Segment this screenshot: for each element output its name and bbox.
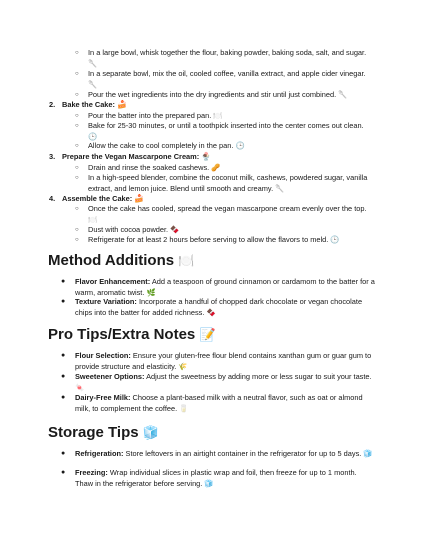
item-label: Sweetener Options: xyxy=(75,372,145,381)
step-title: Prepare the Vegan Mascarpone Cream: xyxy=(62,152,200,161)
bullet-circle: ○ xyxy=(75,165,79,171)
bullet-dot: ● xyxy=(61,450,66,457)
list-item xyxy=(61,393,375,414)
list-item-text: Refrigerate for at least 2 hours before serving to allow the flavors to meld. 🕒 xyxy=(88,235,340,244)
list-item xyxy=(61,449,375,460)
section-heading-text: Storage Tips xyxy=(48,424,139,441)
plate-icon: 🍽️ xyxy=(178,253,195,268)
item-text: Incorporate a handful of chopped dark chocolate or vegan chocolate chips into the batter for added richness. 🍫 xyxy=(75,297,363,317)
item-label: Refrigeration: xyxy=(75,449,124,458)
step-title: Bake the Cake: xyxy=(62,100,115,109)
list-item-text: Bake for 25-30 minutes, or until a toothpick inserted into the center comes out clean. 🕒 xyxy=(88,121,364,141)
list-item-text: Allow the cake to cool completely in the pan. 🕒 xyxy=(88,141,245,150)
bullet-circle: ○ xyxy=(75,123,79,129)
section-heading-text: Pro Tips/Extra Notes xyxy=(48,326,196,343)
bullet-circle: ○ xyxy=(75,206,79,212)
list-item xyxy=(75,90,372,101)
section-heading xyxy=(48,424,159,442)
item-text: Store leftovers in an airtight container in the refrigerator for up to 5 days. 🧊 xyxy=(125,449,373,458)
bullet-circle: ○ xyxy=(75,113,79,119)
list-item xyxy=(75,204,372,225)
item-text: Choose a plant-based milk with a neutral flavor, such as oat or almond milk, to complement the coffee. 🥛 xyxy=(75,393,363,413)
list-item-text: In a separate bowl, mix the oil, cooled coffee, vanilla extract, and apple cider vinegar. 🥄 xyxy=(88,69,366,89)
list-item xyxy=(61,372,375,393)
list-item-text: Once the cake has cooled, spread the vegan mascarpone cream evenly over the top. 🍽️ xyxy=(88,204,367,224)
bullet-circle: ○ xyxy=(75,50,79,56)
bullet-circle: ○ xyxy=(75,227,79,233)
list-item xyxy=(61,277,375,298)
ice-cream-icon: 🍨 xyxy=(201,152,212,161)
list-item xyxy=(75,173,372,194)
bullet-circle: ○ xyxy=(75,237,79,243)
step-number: 3. xyxy=(49,152,56,161)
item-text: Adjust the sweetness by adding more or less sugar to suit your taste. 🍬 xyxy=(75,372,372,392)
ice-cube-icon: 🧊 xyxy=(142,425,159,440)
list-item-text: In a large bowl, whisk together the flour, baking powder, baking soda, salt, and sugar. 🥄 xyxy=(88,48,367,68)
step-number: 4. xyxy=(49,194,56,203)
list-item-text: In a high-speed blender, combine the coconut milk, cashews, powdered sugar, vanilla extract, and lemon juice. Blend until smooth and creamy. 🥄 xyxy=(88,173,368,193)
item-text: Ensure your gluten-free flour blend contains xanthan gum or guar gum to provide structure and elasticity. 🌾 xyxy=(75,351,372,371)
section-heading xyxy=(48,252,194,270)
bullet-circle: ○ xyxy=(75,92,79,98)
list-item xyxy=(75,48,372,69)
item-label: Dairy-Free Milk: xyxy=(75,393,131,402)
step-title: Assemble the Cake: xyxy=(62,194,133,203)
bullet-circle: ○ xyxy=(75,143,79,149)
item-text: Add a teaspoon of ground cinnamon or cardamom to the batter for a warm, aromatic twist. 🌿 xyxy=(75,277,375,297)
step-heading xyxy=(49,100,128,111)
bullet-dot: ● xyxy=(61,394,66,401)
list-item xyxy=(61,351,375,372)
section-heading-text: Method Additions xyxy=(48,252,175,269)
step-heading xyxy=(49,194,145,205)
cake-icon: 🍰 xyxy=(117,100,128,109)
list-item-text: Pour the wet ingredients into the dry ingredients and stir until just combined. 🥄 xyxy=(88,90,348,99)
bullet-dot: ● xyxy=(61,278,66,285)
list-item-text: Drain and rinse the soaked cashews. 🥜 xyxy=(88,163,221,172)
list-item xyxy=(75,235,372,246)
item-label: Texture Variation: xyxy=(75,297,137,306)
list-item xyxy=(61,297,375,318)
bullet-circle: ○ xyxy=(75,175,79,181)
bullet-dot: ● xyxy=(61,352,66,359)
memo-icon: 📝 xyxy=(199,327,216,342)
item-label: Freezing: xyxy=(75,468,108,477)
bullet-dot: ● xyxy=(61,298,66,305)
list-item-text: Dust with cocoa powder. 🍫 xyxy=(88,225,180,234)
step-heading xyxy=(49,152,212,163)
list-item xyxy=(75,141,372,152)
list-item xyxy=(75,69,372,90)
section-heading xyxy=(48,326,216,344)
list-item-text: Pour the batter into the prepared pan. 🍽️ xyxy=(88,111,223,120)
step-number: 2. xyxy=(49,100,56,109)
item-text: Wrap individual slices in plastic wrap and foil, then freeze for up to 1 month. Thaw in the refrigerator before serving. 🧊 xyxy=(75,468,357,488)
cake-icon: 🍰 xyxy=(134,194,145,203)
list-item xyxy=(75,163,372,174)
list-item xyxy=(75,225,372,236)
item-label: Flavor Enhancement: xyxy=(75,277,151,286)
bullet-dot: ● xyxy=(61,373,66,380)
bullet-dot: ● xyxy=(61,469,66,476)
list-item xyxy=(61,468,375,489)
item-label: Flour Selection: xyxy=(75,351,131,360)
bullet-circle: ○ xyxy=(75,71,79,77)
list-item xyxy=(75,111,372,122)
list-item xyxy=(75,121,372,142)
